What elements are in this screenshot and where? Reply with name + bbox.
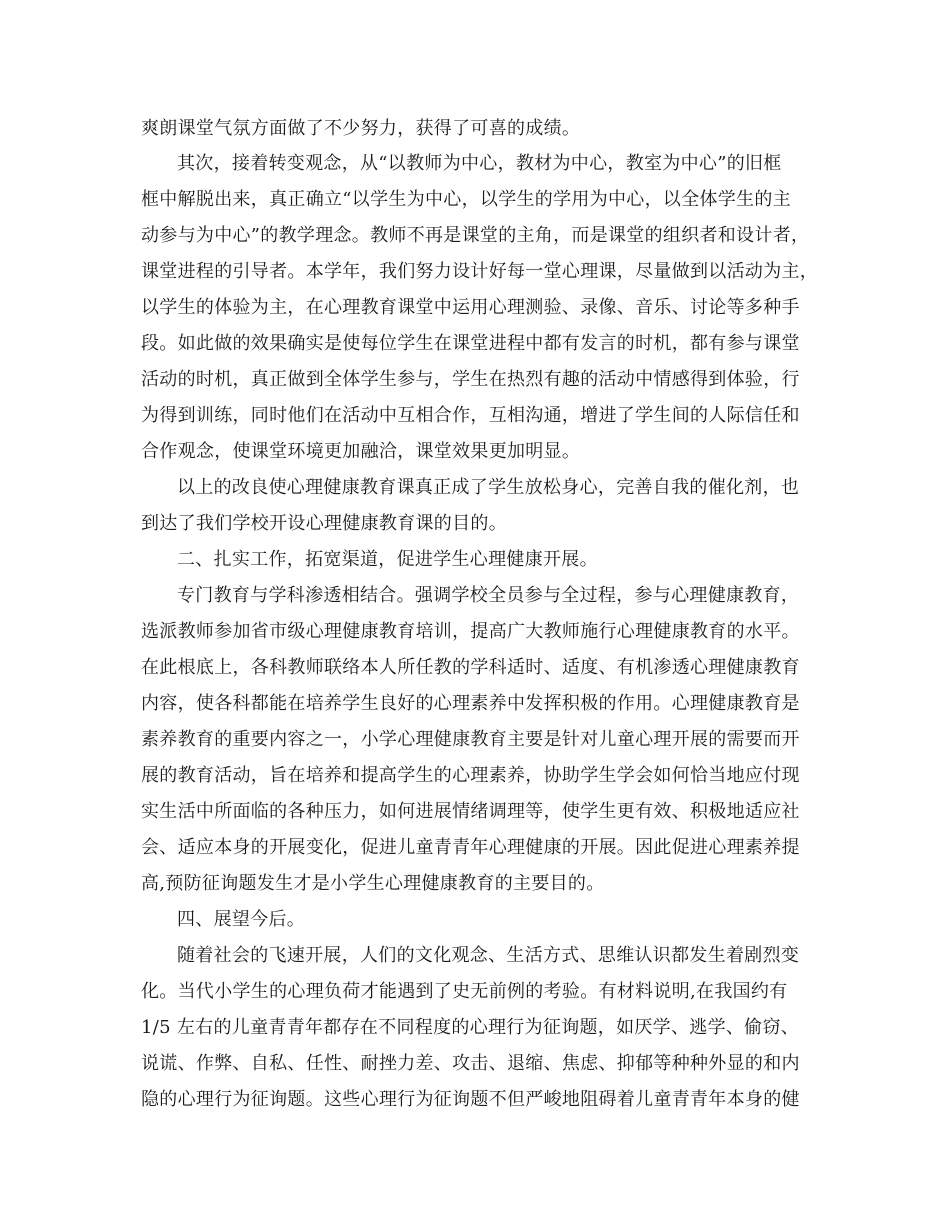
paragraph-first-line: 以上的改良使心理健康教育课真正成了学生放松身心，完善自我的催化剂，也 [177,477,800,498]
section-heading: 二、扎实工作，拓宽渠道，促进学生心理健康开展。 [177,549,598,570]
text-line: 1/5 左右的儿童青青年都存在不同程度的心理行为征询题，如厌学、逃学、偷窃、 [141,1017,800,1038]
text-line: 化。当代小学生的心理负荷才能遇到了史无前例的考验。有材料说明,在我国约有 [141,981,788,1002]
text-line: 课堂进程的引导者。本学年，我们努力设计好每一堂心理课，尽量做到以活动为主， [141,261,819,282]
text-line: 段。如此做的效果确实是使每位学生在课堂进程中都有发言的时机，都有参与课堂 [141,333,800,354]
text-line: 选派教师参加省市级心理健康教育培训，提高广大教师施行心理健康教育的水平。 [141,621,800,642]
paragraph-first-line: 专门教育与学科渗透相结合。强调学校全员参与全过程，参与心理健康教育， [177,585,800,606]
text-line: 活动的时机，真正做到全体学生参与，学生在热烈有趣的活动中情感得到体验，行 [141,369,800,390]
text-line: 说谎、作弊、自私、任性、耐挫力差、攻击、退缩、焦虑、抑郁等种种外显的和内 [141,1053,800,1074]
text-line: 以学生的体验为主，在心理教育课堂中运用心理测验、录像、音乐、讨论等多种手 [141,297,800,318]
text-line: 在此根底上，各科教师联络本人所任教的学科适时、适度、有机渗透心理健康教育 [141,657,800,678]
text-line: 素养教育的重要内容之一，小学心理健康教育主要是针对儿童心理开展的需要而开 [141,729,800,750]
text-line: 内容，使各科都能在培养学生良好的心理素养中发挥积极的作用。心理健康教育是 [141,693,800,714]
paragraph-first-line: 其次，接着转变观念，从“以教师为中心，教材为中心，教室为中心”的旧框 [177,153,782,174]
text-line: 动参与为中心”的教学理念。教师不再是课堂的主角，而是课堂的组织者和设计者， [141,225,810,246]
text-line: 框中解脱出来，真正确立“以学生为中心，以学生的学用为中心，以全体学生的主 [141,189,791,210]
text-line: 合作观念，使课堂环境更加融洽，课堂效果更加明显。 [141,441,581,462]
section-heading: 四、展望今后。 [177,909,306,930]
paragraph-first-line: 随着社会的飞速开展，人们的文化观念、生活方式、思维认识都发生着剧烈变 [177,945,800,966]
text-line: 展的教育活动，旨在培养和提高学生的心理素养，协助学生学会如何恰当地应付现 [141,765,800,786]
text-line: 到达了我们学校开设心理健康教育课的目的。 [141,513,507,534]
text-line: 会、适应本身的开展变化，促进儿童青青年心理健康的开展。因此促进心理素养提 [141,837,800,858]
text-line: 隐的心理行为征询题。这些心理行为征询题不但严峻地阻碍着儿童青青年本身的健 [141,1089,800,1110]
text-line: 实生活中所面临的各种压力，如何进展情绪调理等，使学生更有效、积极地适应社 [141,801,800,822]
text-line: 高,预防征询题发生才是小学生心理健康教育的主要目的。 [141,873,605,894]
text-line: 爽朗课堂气氛方面做了不少努力，获得了可喜的成绩。 [141,118,581,139]
text-line: 为得到训练，同时他们在活动中互相合作，互相沟通，增进了学生间的人际信任和 [141,405,800,426]
